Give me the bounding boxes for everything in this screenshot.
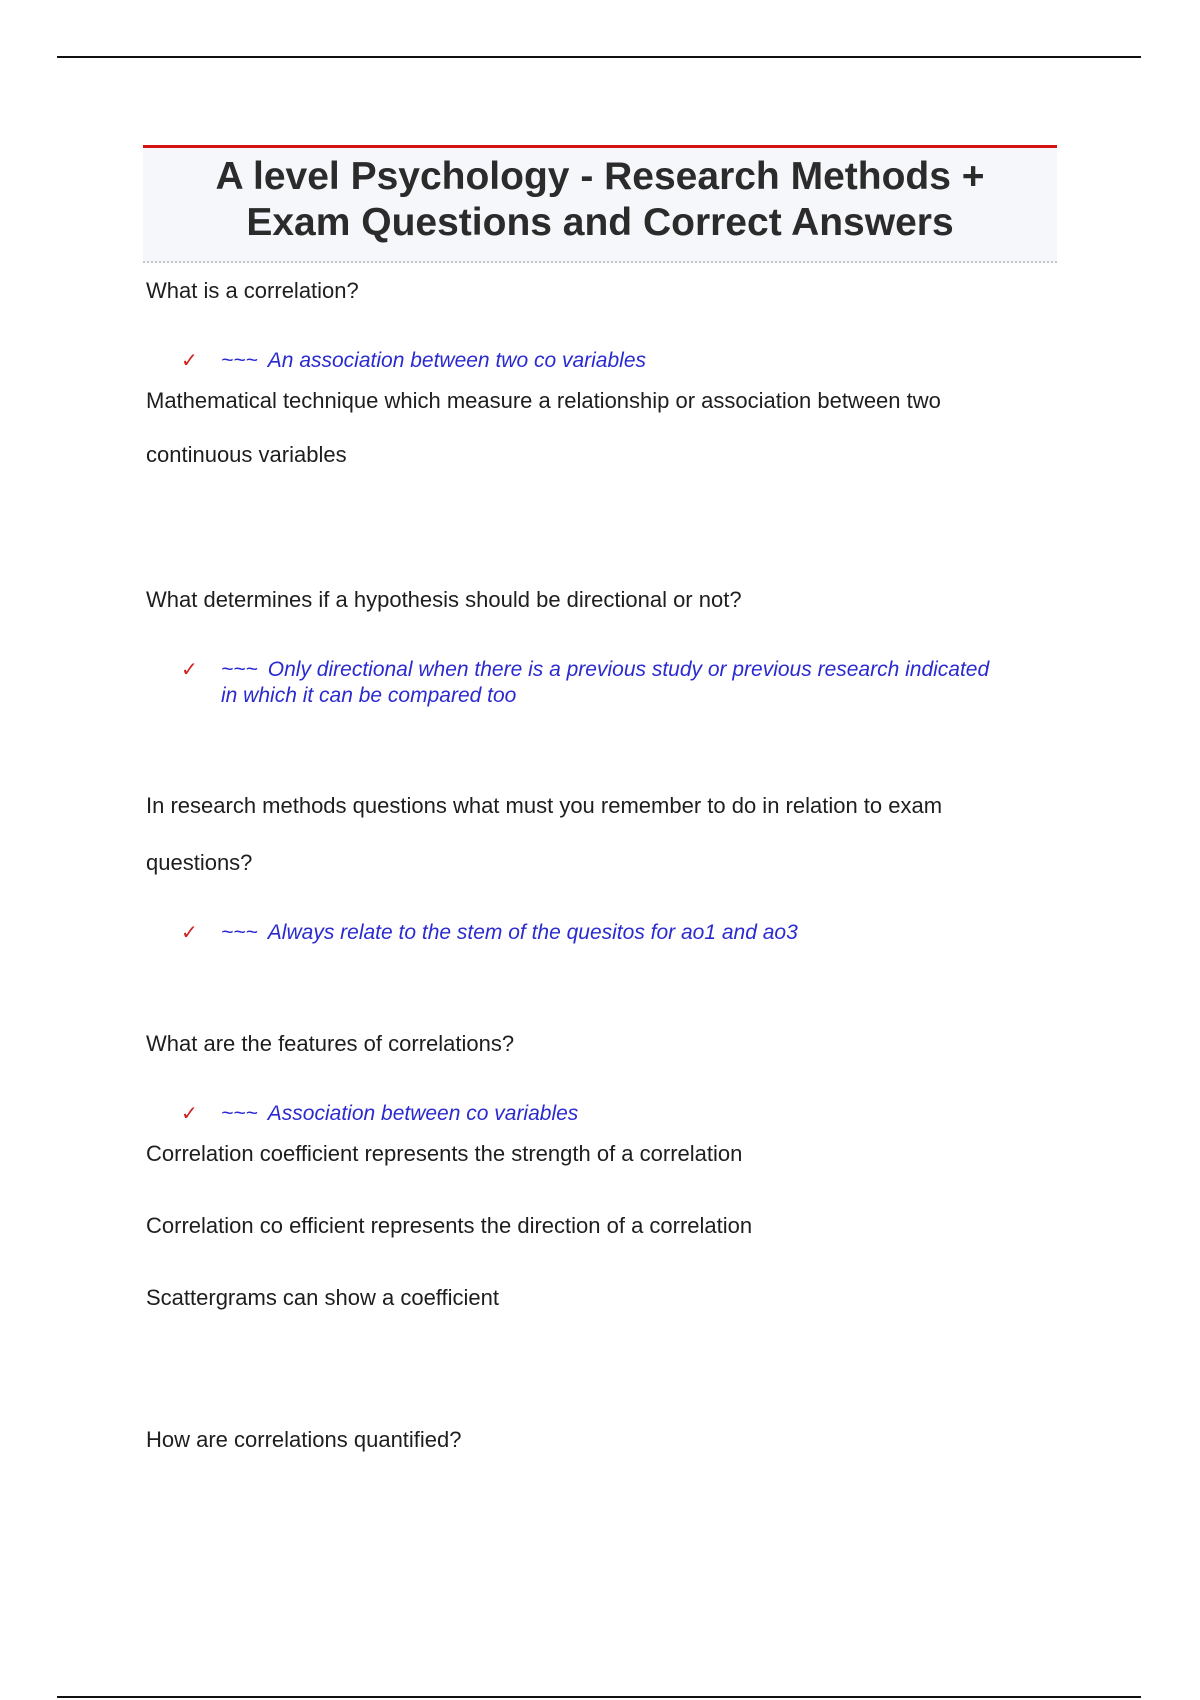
answer-1-detail-1: Mathematical technique which measure a relationship or association between two (146, 388, 941, 413)
answer-1-detail-2: continuous variables (146, 442, 347, 467)
tilde-marker: ~~~ (221, 658, 258, 681)
question-5: How are correlations quantified? (146, 1427, 462, 1452)
answer-2-text-cont: in which it can be compared too (221, 684, 517, 707)
question-4: What are the features of correlations? (146, 1031, 515, 1056)
checkmark-icon: ✓ (181, 922, 198, 944)
title-block (143, 145, 1057, 263)
document-title-line-1: A level Psychology - Research Methods + (215, 155, 985, 198)
answer-4-detail-3: Scattergrams can show a coefficient (146, 1285, 499, 1310)
question-2: What determines if a hypothesis should be directional or not? (146, 587, 742, 612)
checkmark-icon: ✓ (181, 1103, 198, 1125)
question-1: What is a correlation? (146, 278, 359, 303)
header-rule (57, 56, 1141, 58)
checkmark-icon: ✓ (181, 350, 198, 372)
tilde-marker: ~~~ (221, 349, 258, 372)
question-3: In research methods questions what must you remember to do in relation to exam (146, 793, 943, 818)
answer-2-text: Only directional when there is a previous study or previous research indicated (267, 658, 990, 681)
question-3-cont: questions? (146, 850, 253, 875)
answer-1-text: An association between two co variables (267, 349, 647, 372)
checkmark-icon: ✓ (181, 659, 198, 681)
answer-4-text: Association between co variables (267, 1102, 579, 1125)
footer-rule (57, 1696, 1141, 1698)
answer-3-text: Always relate to the stem of the quesitos for ao1 and ao3 (267, 921, 798, 944)
answer-4-detail-1: Correlation coefficient represents the strength of a correlation (146, 1141, 743, 1166)
document-title-line-2: Exam Questions and Correct Answers (246, 201, 954, 244)
tilde-marker: ~~~ (221, 1102, 258, 1125)
tilde-marker: ~~~ (221, 921, 258, 944)
answer-4-detail-2: Correlation co efficient represents the direction of a correlation (146, 1213, 753, 1238)
